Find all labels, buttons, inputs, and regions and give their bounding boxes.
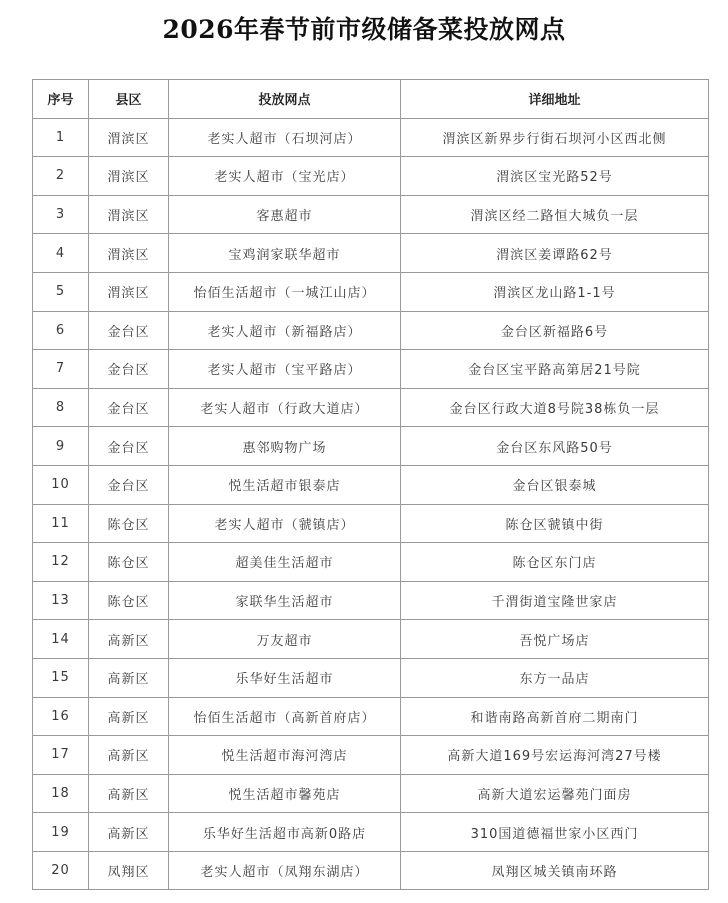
- cell-county: 金台区: [89, 350, 169, 389]
- cell-serial: 10: [33, 465, 89, 504]
- table-row: [33, 620, 709, 659]
- table-row: [33, 504, 709, 543]
- cell-county: 高新区: [89, 813, 169, 852]
- cell-serial: 7: [33, 350, 89, 389]
- cell-outlet: 家联华生活超市: [169, 581, 401, 620]
- cell-address: 金台区东风路50号: [401, 427, 709, 466]
- cell-county: 金台区: [89, 427, 169, 466]
- table-row: [33, 774, 709, 813]
- cell-serial: 1: [33, 118, 89, 157]
- cell-serial: 2: [33, 157, 89, 196]
- cell-serial: 9: [33, 427, 89, 466]
- cell-outlet: 宝鸡润家联华超市: [169, 234, 401, 273]
- outlet-table: [32, 79, 709, 890]
- cell-serial: 17: [33, 736, 89, 775]
- table-header-row: [33, 80, 709, 119]
- table-row: [33, 350, 709, 389]
- cell-address: 渭滨区新界步行街石坝河小区西北侧: [401, 118, 709, 157]
- cell-outlet: 悦生活超市馨苑店: [169, 774, 401, 813]
- cell-county: 陈仓区: [89, 581, 169, 620]
- cell-county: 凤翔区: [89, 851, 169, 890]
- column-header-serial: 序号: [33, 80, 89, 119]
- table-row: [33, 157, 709, 196]
- table-row: [33, 697, 709, 736]
- table-body: [33, 118, 709, 890]
- cell-county: 渭滨区: [89, 234, 169, 273]
- cell-outlet: 悦生活超市海河湾店: [169, 736, 401, 775]
- cell-address: 渭滨区龙山路1-1号: [401, 272, 709, 311]
- table-row: [33, 813, 709, 852]
- cell-serial: 8: [33, 388, 89, 427]
- cell-address: 陈仓区东门店: [401, 543, 709, 582]
- cell-county: 高新区: [89, 697, 169, 736]
- cell-serial: 11: [33, 504, 89, 543]
- cell-address: 陈仓区虢镇中街: [401, 504, 709, 543]
- cell-address: 渭滨区宝光路52号: [401, 157, 709, 196]
- cell-outlet: 万友超市: [169, 620, 401, 659]
- table-row: [33, 118, 709, 157]
- cell-address: 凤翔区城关镇南环路: [401, 851, 709, 890]
- cell-outlet: 老实人超市（宝光店）: [169, 157, 401, 196]
- cell-county: 金台区: [89, 311, 169, 350]
- cell-outlet: 老实人超市（石坝河店）: [169, 118, 401, 157]
- column-header-county: 县区: [89, 80, 169, 119]
- document-title: 2026年春节前市级储备菜投放网点: [162, 15, 566, 44]
- cell-county: 高新区: [89, 774, 169, 813]
- table-row: [33, 234, 709, 273]
- cell-address: 和谐南路高新首府二期南门: [401, 697, 709, 736]
- cell-address: 东方一品店: [401, 658, 709, 697]
- cell-county: 高新区: [89, 736, 169, 775]
- table-row: [33, 543, 709, 582]
- table-row: [33, 272, 709, 311]
- cell-address: 渭滨区姜谭路62号: [401, 234, 709, 273]
- cell-county: 渭滨区: [89, 157, 169, 196]
- cell-serial: 6: [33, 311, 89, 350]
- cell-outlet: 怡佰生活超市（一城江山店）: [169, 272, 401, 311]
- cell-county: 金台区: [89, 465, 169, 504]
- cell-outlet: 悦生活超市银泰店: [169, 465, 401, 504]
- cell-address: 金台区新福路6号: [401, 311, 709, 350]
- cell-serial: 5: [33, 272, 89, 311]
- table-row: [33, 736, 709, 775]
- cell-outlet: 超美佳生活超市: [169, 543, 401, 582]
- table-row: [33, 427, 709, 466]
- cell-outlet: 客惠超市: [169, 195, 401, 234]
- table-row: [33, 851, 709, 890]
- cell-address: 310国道德福世家小区西门: [401, 813, 709, 852]
- table-row: [33, 581, 709, 620]
- cell-address: 千渭街道宝隆世家店: [401, 581, 709, 620]
- table-row: [33, 195, 709, 234]
- cell-address: 金台区宝平路高第居21号院: [401, 350, 709, 389]
- table-row: [33, 658, 709, 697]
- cell-serial: 14: [33, 620, 89, 659]
- cell-address: 金台区银泰城: [401, 465, 709, 504]
- cell-address: 吾悦广场店: [401, 620, 709, 659]
- table-row: [33, 311, 709, 350]
- cell-serial: 18: [33, 774, 89, 813]
- cell-county: 陈仓区: [89, 504, 169, 543]
- cell-serial: 16: [33, 697, 89, 736]
- cell-county: 渭滨区: [89, 195, 169, 234]
- table-row: [33, 465, 709, 504]
- column-header-outlet: 投放网点: [169, 80, 401, 119]
- cell-county: 渭滨区: [89, 272, 169, 311]
- cell-outlet: 老实人超市（行政大道店）: [169, 388, 401, 427]
- cell-outlet: 老实人超市（虢镇店）: [169, 504, 401, 543]
- cell-outlet: 乐华好生活超市高新0路店: [169, 813, 401, 852]
- cell-address: 高新大道宏运馨苑门面房: [401, 774, 709, 813]
- cell-serial: 4: [33, 234, 89, 273]
- cell-county: 渭滨区: [89, 118, 169, 157]
- cell-serial: 20: [33, 851, 89, 890]
- cell-address: 渭滨区经二路恒大城负一层: [401, 195, 709, 234]
- cell-outlet: 老实人超市（新福路店）: [169, 311, 401, 350]
- cell-outlet: 乐华好生活超市: [169, 658, 401, 697]
- cell-serial: 19: [33, 813, 89, 852]
- cell-county: 高新区: [89, 620, 169, 659]
- cell-address: 高新大道169号宏运海河湾27号楼: [401, 736, 709, 775]
- cell-outlet: 怡佰生活超市（高新首府店）: [169, 697, 401, 736]
- cell-serial: 12: [33, 543, 89, 582]
- cell-county: 陈仓区: [89, 543, 169, 582]
- cell-outlet: 惠邻购物广场: [169, 427, 401, 466]
- cell-address: 金台区行政大道8号院38栋负一层: [401, 388, 709, 427]
- cell-serial: 13: [33, 581, 89, 620]
- cell-outlet: 老实人超市（凤翔东湖店）: [169, 851, 401, 890]
- column-header-address: 详细地址: [401, 80, 709, 119]
- cell-serial: 3: [33, 195, 89, 234]
- cell-outlet: 老实人超市（宝平路店）: [169, 350, 401, 389]
- cell-serial: 15: [33, 658, 89, 697]
- table-row: [33, 388, 709, 427]
- cell-county: 金台区: [89, 388, 169, 427]
- cell-county: 高新区: [89, 658, 169, 697]
